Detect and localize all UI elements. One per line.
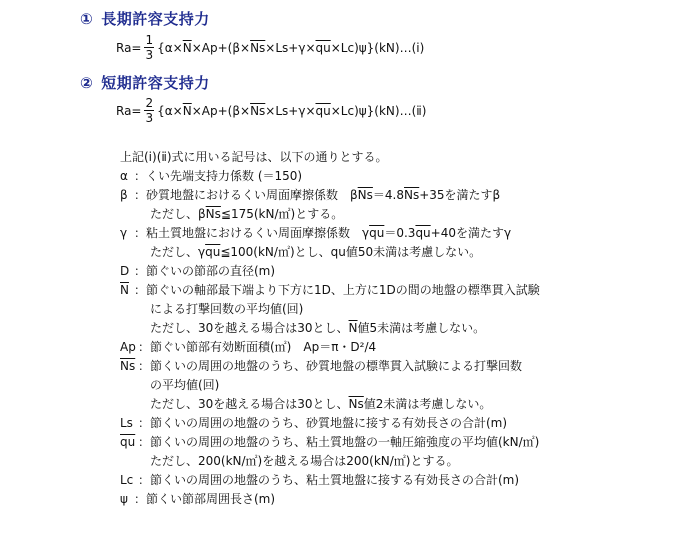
fraction [144,97,154,124]
symbol: Lc [120,473,134,487]
qu-symbol: $\overline{qu}$ [369,226,385,240]
section-title: 短期許容支持力 [101,74,210,92]
section-number: ② [80,74,94,92]
section-2-heading [80,72,210,93]
formula-short-term [116,97,426,124]
definition: +40を満たすγ [430,226,512,240]
def-ns [120,357,660,376]
section-number: ① [80,10,94,28]
symbol: γ [120,226,128,240]
def-n [120,281,660,300]
ns-symbol: $\overline{Ns}$ [348,397,364,411]
condition: ≦175(kN/㎡)とする。 [220,207,344,221]
definition: ：節くいの周囲の地盤のうち、砂質地盤に接する有効長さの合計(m) [138,416,508,430]
definition: ：節くいの周囲の地盤のうち、粘土質地盤の一軸圧縮強度の平均値(kN/㎡) [138,435,540,449]
condition: ただし、γ [150,245,206,259]
formula-prefix: Ra= [116,103,142,118]
ns-symbol: $\overline{Ns}$ [205,207,221,221]
def-ls [120,414,660,433]
definition: ＝0.3 [384,226,416,240]
definition: ：砂質地盤におけるくい周面摩擦係数 β [134,188,358,202]
symbol: $\overline{Ns}$ [120,359,136,373]
formula-part: ×Lc)ψ}(kN)…(ⅰ) [330,40,425,55]
frac-denominator: 3 [145,111,154,125]
fraction [144,34,154,61]
formula-ns: $\overline{Ns}$ [250,103,266,118]
qu-symbol: $\overline{qu}$ [205,245,221,259]
ns-symbol: $\overline{Ns}$ [404,188,420,202]
def-psi [120,490,660,509]
section-title: 長期許容支持力 [101,10,210,28]
symbol: ψ [120,492,128,506]
symbol: Ls [120,416,133,430]
def-n-continued: による打撃回数の平均値(回) [150,302,304,316]
formula-long-term [116,34,424,61]
formula-part: ×Ap+(β× [191,103,251,118]
formula-ns: $\overline{Ns}$ [250,40,266,55]
symbol: Ap [120,340,136,354]
def-qu [120,433,665,452]
definition: ：節ぐい節部有効断面積(㎡) Ap＝π・D²/4 [138,340,377,354]
frac-numerator: 1 [145,33,154,47]
symbol: $\overline{qu}$ [120,435,136,449]
condition: ≦100(kN/㎡)とし、qu値50未満は考慮しない。 [220,245,482,259]
def-ns-continued: の平均値(回) [150,378,220,392]
def-alpha [120,167,660,186]
formula-qu: $\overline{qu}$ [315,103,331,118]
def-beta [120,186,660,205]
definition: +35を満たすβ [419,188,501,202]
section-1-heading [80,8,210,29]
symbol: $\overline{N}$ [120,283,129,297]
definition: ：節くいの周囲の地盤のうち、粘土質地盤に接する有効長さの合計(m) [138,473,520,487]
definition: ：節くい節部周囲長さ(m) [134,492,276,506]
formula-part: ×Ls+γ× [265,40,316,55]
def-qu-condition: ただし、200(kN/㎡)を越える場合は200(kN/㎡)とする。 [150,454,459,468]
condition: ただし、30を越える場合は30とし、 [150,397,349,411]
def-d [120,262,660,281]
definition: ：節ぐいの軸部最下端より下方に1D、上方に1Dの間の地盤の標準貫入試験 [134,283,540,297]
formula-part: ×Ap+(β× [191,40,251,55]
frac-numerator: 2 [145,96,154,110]
def-lc [120,471,660,490]
definition: ：節ぐいの節部の直径(m) [134,264,276,278]
formula-prefix: Ra= [116,40,142,55]
definition: ＝4.8 [372,188,404,202]
formula-n: $\overline{N}$ [182,103,192,118]
def-ap [120,338,660,357]
intro-text: 上記(ⅰ)(ⅱ)式に用いる記号は、以下の通りとする。 [120,150,388,164]
symbol: β [120,188,128,202]
n-symbol: $\overline{N}$ [348,321,358,335]
formula-part: {α× [157,40,183,55]
formula-qu: $\overline{qu}$ [315,40,331,55]
definition: ：粘土質地盤におけるくい周面摩擦係数 γ [134,226,370,240]
symbol: α [120,169,128,183]
def-gamma [120,224,660,243]
ns-symbol: $\overline{Ns}$ [357,188,373,202]
frac-denominator: 3 [145,48,154,62]
qu-symbol: $\overline{qu}$ [415,226,431,240]
formula-part: ×Lc)ψ}(kN)…(ⅱ) [330,103,427,118]
def-gamma-condition [150,243,481,262]
condition: 値5未満は考慮しない。 [357,321,486,335]
condition: 値2未満は考慮しない。 [363,397,492,411]
def-ns-condition [150,395,491,414]
def-n-condition [150,319,485,338]
formula-n: $\overline{N}$ [182,40,192,55]
definition: ：くい先端支持力係数 (＝150) [134,169,303,183]
symbol: D [120,264,130,278]
definition: ：節くいの周囲の地盤のうち、砂質地盤の標準貫入試験による打撃回数 [138,359,523,373]
formula-part: ×Ls+γ× [265,103,316,118]
condition: ただし、β [150,207,206,221]
condition: ただし、30を越える場合は30とし、 [150,321,349,335]
formula-part: {α× [157,103,183,118]
def-beta-condition [150,205,343,224]
